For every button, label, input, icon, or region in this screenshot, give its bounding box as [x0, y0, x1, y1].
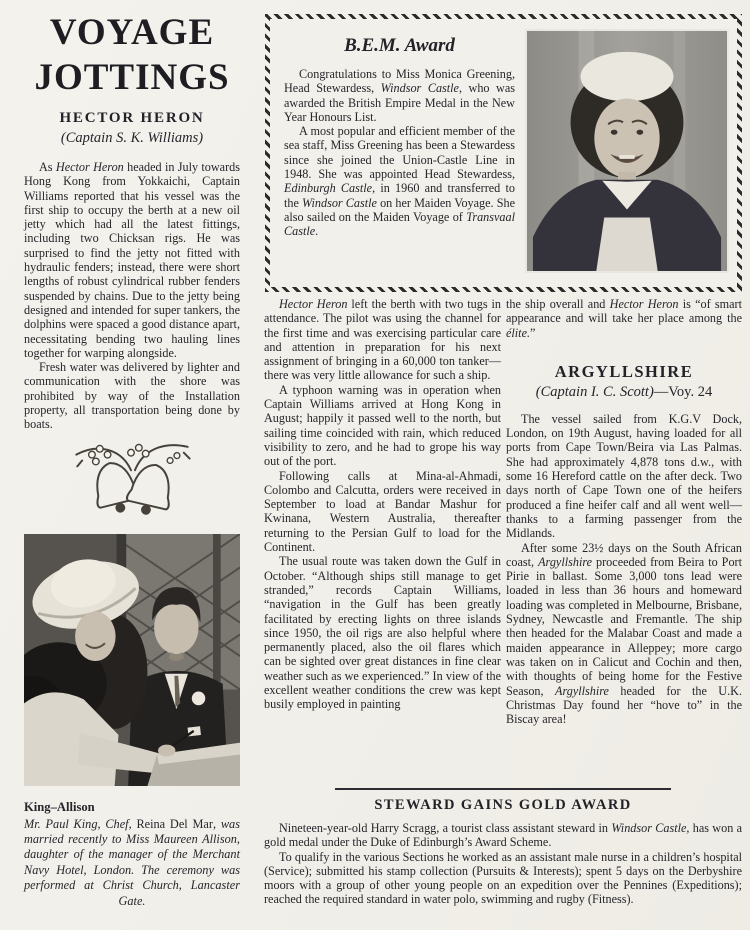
bem-award-paragraph-1: Congratulations to Miss Monica Greening, Head Stewardess, Windsor Castle, who was awarded the British Empire Medal in the New Year Honours List. — [284, 67, 516, 124]
bem-award-box — [265, 14, 742, 292]
middle-paragraph-3: Following calls at Mina-al-Ahmadi, Colombo and Calcutta, orders were received in September to load at Bandar Mashur for Kwinana, Western Australia, thereafter returning to the Persian Gulf to load for the Continent. — [264, 468, 501, 555]
page-title-line2: JOTTINGS — [34, 57, 230, 98]
middle-column — [264, 297, 501, 712]
steward-award-paragraph-1: Nineteen-year-old Harry Scragg, a tourist class assistant steward in Windsor Castle, has won a gold medal under the Duke of Edinburgh’s Award Scheme. — [264, 821, 742, 850]
argyllshire-captain: (Captain I. C. Scott)—Voy. 24 — [535, 383, 713, 400]
stewardess-photo-image — [527, 31, 727, 271]
middle-paragraph-2: A typhoon warning was in operation when Captain Williams arrived at Hong Kong in August; happily it passed well to the north, but sailing time coincided with rain, which reduced visibility to zero, and he had to grope his way out of the port. — [264, 382, 501, 469]
argyllshire-paragraph-2: After some 23½ days on the South African coast, Argyllshire proceeded from Beira to Port Pirie in ballast. Some 3,000 tons lead were loaded in less than 36 hours and homeward loading was completed in Melbourne, Brisbane, Sydney, Newcastle and Fremantle. The ship then headed for the Malabar Coast and made a maiden appearance in Alleppey; more cargo was taken on in Calicut and Cochin and then, with thoughts of being home for the Festive Season, Argyllshire headed for the U.K. Christmas Day found her “hove to” in the Biscay area! — [506, 540, 742, 727]
left-column — [24, 8, 240, 909]
wedding-caption-body: Mr. Paul King, Chef, Reina Del Mar, was married recently to Miss Maureen Allison, daughter of the manager of the Merchant Navy Hotel, London. The ceremony was performed at Christ Church, Lancaster Gate. — [24, 816, 240, 908]
stewardess-photo — [525, 29, 729, 273]
bem-award-text — [284, 27, 515, 279]
hector-heron-paragraph-2: Fresh water was delivered by lighter and communication with the shore was prohibited by way of the Installation property, all transportation being done by boats. — [24, 360, 240, 432]
page-title — [24, 10, 240, 100]
page-title-line1: VOYAGE — [49, 12, 215, 53]
hector-heron-captain: (Captain S. K. Williams) — [60, 130, 204, 146]
wedding-photo-image — [24, 534, 240, 786]
argyllshire-paragraph-1: The vessel sailed from K.G.V Dock, London, on 19th August, having loaded for all ports from Cape Town/Beira via Las Palmas. She had approximately 4,878 tons d.w., with some 16 Hereford cattle on the after deck. Two days north of Cape Town one of the heifers produced a fine heifer calf and all went well—thanks to a farming passenger from the Midlands. — [506, 411, 742, 541]
wedding-bells-illustration — [24, 439, 240, 530]
bem-award-paragraph-2: A most popular and efficient member of the sea staff, Miss Greening has been a Stewardess since she joined the Union-Castle Line in 1948. She was appointed Head Stewardess, Edinburgh Castle, in 1960 and transferred to the Windsor Castle on her Maiden Voyage. She also sailed on the Maiden Voyage of Transvaal Castle. — [284, 124, 516, 239]
middle-paragraph-1: Hector Heron left the berth with two tugs in attendance. The pilot was using the channel for the first time and was exercising particular care and attention in preparation for his next assignment of bringing in a 60,000 ton tanker—there was very little allowance for such a ship. — [264, 297, 501, 383]
right-column — [506, 297, 742, 726]
bem-award-box-inner — [270, 19, 737, 287]
hector-heron-paragraph-1: As Hector Heron headed in July towards Hong Kong from Yokkaichi, Captain Williams reported that his vessel was the first ship to occupy the berth at a new oil jetty which had all the latest fittings, including two Chicksan rigs. He was surprised to find the jetty not fitted with hydraulic fenders; instead, there were short lengths of robust cylindrical rubber fenders suspended by chains. Due to the jetty being designed and intended for super tankers, the dolphins were spaced a good distance apart, necessitating bending two hauling lines together for warping alongside. — [24, 160, 240, 360]
wedding-photo — [24, 534, 240, 791]
wedding-caption — [24, 800, 240, 909]
section-divider-rule — [335, 788, 671, 790]
steward-award-section — [264, 780, 742, 907]
argyllshire-heading: ARGYLLSHIRE — [554, 361, 694, 381]
middle-paragraph-4: The usual route was taken down the Gulf in October. “Although ships still manage to get stranded,” records Captain Williams, “navigation in the Gulf has been greatly facilitated by erecting lights on three islands since 1950, the oil rigs are also helpful where permanently placed, also the oil flares which can be sighted over great distances in fine clear weather such as we experienced.” In view of the excellent weather conditions the crew was kept busily employed in painting — [264, 554, 501, 712]
hector-heron-heading: HECTOR HERON — [59, 110, 205, 126]
steward-award-heading: STEWARD GAINS GOLD AWARD — [374, 797, 632, 813]
bem-award-title: B.E.M. Award — [344, 35, 455, 56]
wedding-caption-title: King–Allison — [24, 799, 95, 814]
wedding-bells-icon — [68, 439, 196, 525]
hector-heron-continued: the ship overall and Hector Heron is “of smart appearance and will take her place among the élite.” — [506, 297, 742, 340]
steward-award-paragraph-2: To qualify in the various Sections he worked as an assistant male nurse in a children’s hospital (Service); submitted his stamp collection (Pursuits & Interests); spent 5 days on the Derbyshire moors with a group of other young people on an expedition over the Pennines (Expeditions); reached the required standard in water polo, swimming and rugby (Fitness). — [264, 849, 742, 907]
